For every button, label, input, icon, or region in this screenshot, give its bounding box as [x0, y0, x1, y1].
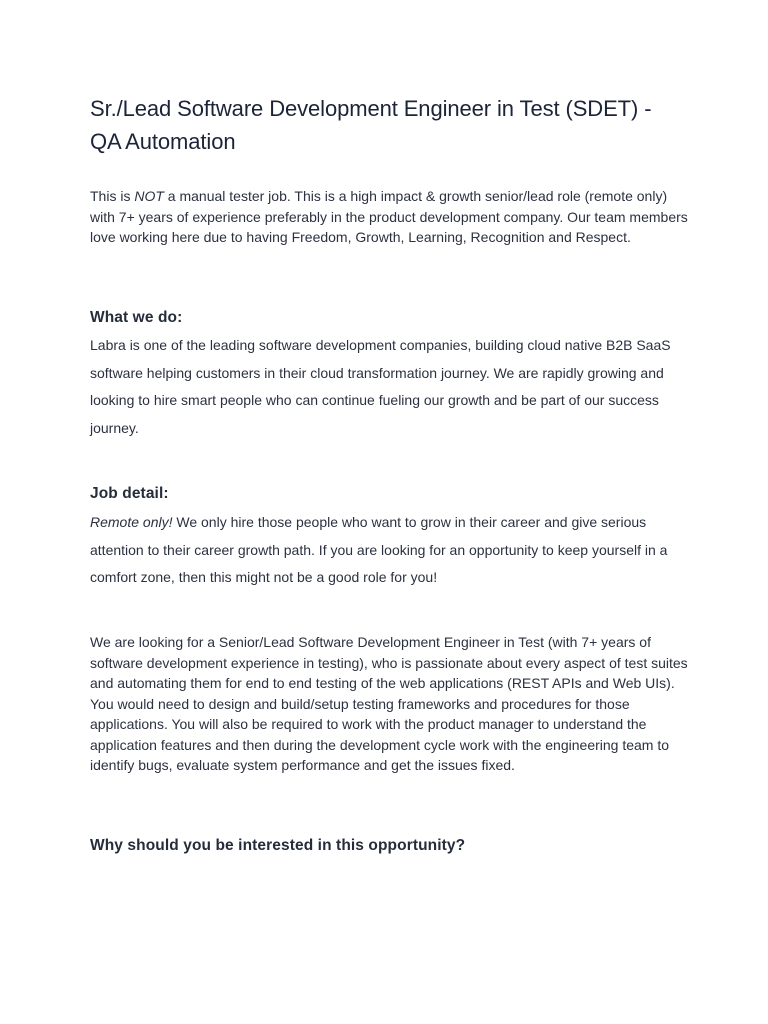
what-we-do-paragraph: Labra is one of the leading software development companies, building cloud native B2B SaaS software helping customers in their cloud transformation journey. We are rapidly growing and looking to hire smart people who can continue fueling our growth and be part of our success journey.	[90, 337, 671, 436]
job-detail-heading: Job detail:	[90, 485, 169, 502]
intro-prefix: This is	[90, 188, 135, 204]
remote-only-emphasis: Remote only!	[90, 514, 173, 530]
job-detail-rest: We only hire those people who want to grow in their career and give serious attention to their career growth path. If you are looking for an opportunity to keep yourself in a comfort zone, then this might not be a good role for you!	[90, 514, 668, 585]
page-title: Sr./Lead Software Development Engineer in Test (SDET) - QA Automation	[90, 96, 652, 154]
intro-paragraph	[90, 186, 690, 248]
intro-rest: a manual tester job. This is a high impact & growth senior/lead role (remote only) with 7+ years of experience preferably in the product development company. Our team members love working here due to having Freedom, Growth, Learning, Recognition and Respect.	[90, 188, 688, 245]
what-we-do-heading: What we do:	[90, 309, 183, 326]
looking-for-paragraph: We are looking for a Senior/Lead Software Development Engineer in Test (with 7+ years of software development experience in testing), who is passionate about every aspect of test suites and automating them for end to end testing of the web applications (REST APIs and Web UIs). You would need to design and build/setup testing frameworks and procedures for those applications. You will also be required to work with the product manager to understand the application features and then during the development cycle work with the engineering team to identify bugs, evaluate system performance and get the issues fixed.	[90, 634, 688, 773]
intro-emphasis: NOT	[134, 188, 164, 204]
why-interested-heading: Why should you be interested in this opportunity?	[90, 837, 466, 854]
job-detail-paragraph	[90, 509, 690, 592]
